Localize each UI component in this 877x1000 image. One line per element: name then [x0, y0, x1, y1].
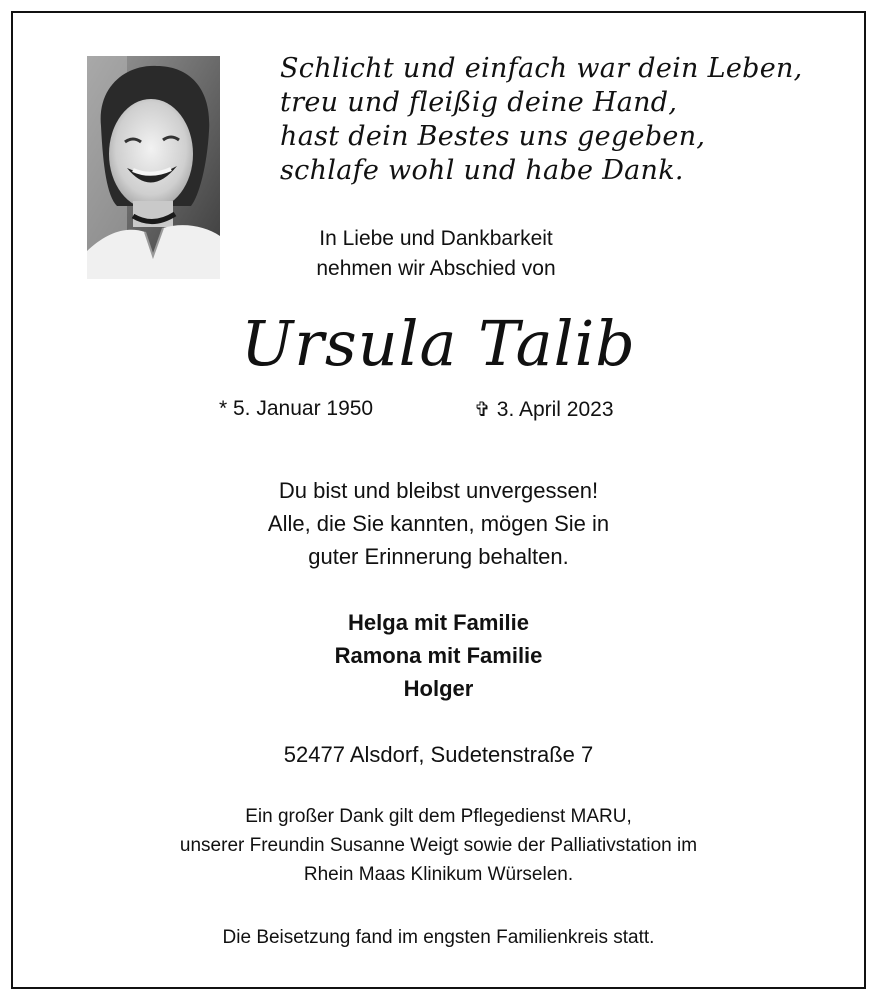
poem-verse: [280, 52, 840, 188]
thanks-line: Rhein Maas Klinikum Würselen.: [303, 864, 574, 885]
cross-icon: ✞: [474, 397, 491, 421]
memory-line: guter Erinnerung behalten.: [308, 544, 569, 569]
thanks-line: unserer Freundin Susanne Weigt sowie der Palliativstation im: [179, 835, 698, 856]
mourner-name: Holger: [403, 676, 474, 701]
poem-line: Schlicht und einfach war dein Leben,: [280, 53, 803, 84]
mourner-name: Helga mit Familie: [348, 610, 529, 635]
poem-line: treu und fleißig deine Hand,: [280, 87, 678, 118]
family-address: 52477 Alsdorf, Sudetenstraße 7: [283, 742, 594, 767]
portrait-photo-icon: [87, 56, 220, 279]
birth-date: * 5. Januar 1950: [219, 397, 374, 420]
death-date: 3. April 2023: [496, 398, 614, 421]
death-date-block: [474, 394, 614, 425]
memory-line: Du bist und bleibst unvergessen!: [278, 478, 599, 503]
thanks-text: [0, 802, 877, 889]
deceased-name: Ursula Talib: [241, 307, 636, 380]
mourners-list: [0, 606, 877, 705]
burial-note: Die Beisetzung fand im engsten Familienkreis statt.: [222, 927, 655, 948]
memory-text: [0, 474, 877, 573]
poem-line: hast dein Bestes uns gegeben,: [280, 121, 706, 152]
intro-text: [250, 224, 622, 284]
intro-line: In Liebe und Dankbarkeit: [319, 227, 553, 250]
portrait-photo: [87, 56, 220, 279]
mourner-name: Ramona mit Familie: [334, 643, 543, 668]
memory-line: Alle, die Sie kannten, mögen Sie in: [267, 511, 610, 536]
intro-line: nehmen wir Abschied von: [316, 257, 556, 280]
poem-line: schlafe wohl und habe Dank.: [280, 155, 684, 186]
thanks-line: Ein großer Dank gilt dem Pflegedienst MARU,: [245, 806, 632, 827]
